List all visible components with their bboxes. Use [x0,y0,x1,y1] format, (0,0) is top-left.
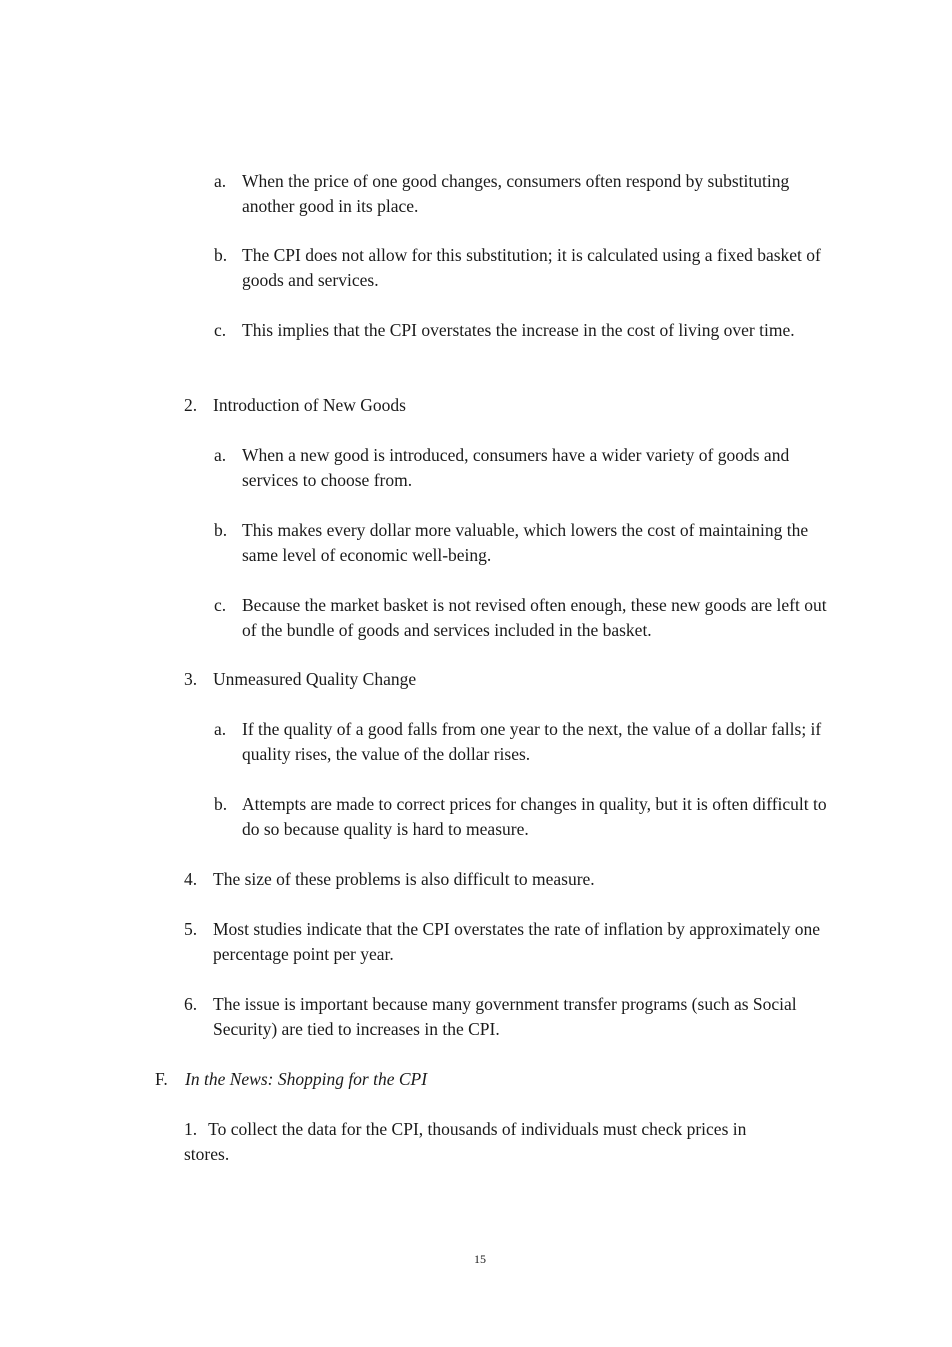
item-heading: Unmeasured Quality Change [213,669,417,689]
outline-item-2 [184,393,834,418]
item-marker: a. [214,171,227,191]
item-line [184,1117,824,1142]
outline-item-f1 [184,1117,824,1167]
item-text: If the quality of a good falls from one year to the next, the value of a dollar falls; if quality rises, the value of the dollar rises. [242,719,822,764]
item-marker: b. [214,245,228,265]
outline-item-quality-a [214,717,834,767]
section-marker: F. [155,1069,168,1089]
outline-item-4 [184,867,834,892]
item-text: When a new good is introduced, consumers have a wider variety of goods and services to choose from. [242,445,790,490]
item-text: To collect the data for the CPI, thousands of individuals must check prices in [208,1119,747,1139]
outline-item-new-goods-c [214,593,834,643]
item-marker: 2. [184,395,198,415]
outline-section-f [155,1067,835,1092]
section-heading: In the News: Shopping for the CPI [185,1069,428,1089]
outline-item-5 [184,917,834,967]
item-marker: b. [214,794,228,814]
outline-item-substitution-c [214,318,834,343]
item-marker: c. [214,320,227,340]
item-text: The CPI does not allow for this substitution; it is calculated using a fixed basket of goods and services. [242,245,821,290]
item-marker: 4. [184,869,198,889]
item-marker: a. [214,719,227,739]
item-heading: Introduction of New Goods [213,395,406,415]
item-marker: 1. [184,1119,198,1139]
item-marker: 5. [184,919,198,939]
outline-item-substitution-b [214,243,834,293]
outline-item-new-goods-a [214,443,834,493]
item-text: Because the market basket is not revised often enough, these new goods are left out of the bundle of goods and services included in the basket. [242,595,827,640]
item-text: Attempts are made to correct prices for changes in quality, but it is often difficult to do so because quality is hard to measure. [242,794,827,839]
item-text: This implies that the CPI overstates the increase in the cost of living over time. [242,320,795,340]
item-marker: c. [214,595,227,615]
outline-item-quality-b [214,792,834,842]
item-text: This makes every dollar more valuable, which lowers the cost of maintaining the same level of economic well-being. [242,520,809,565]
item-marker: b. [214,520,228,540]
item-text: When the price of one good changes, consumers often respond by substituting another good in its place. [242,171,790,216]
item-text: Most studies indicate that the CPI overstates the rate of inflation by approximately one percentage point per year. [213,919,821,964]
outline-item-new-goods-b [214,518,834,568]
item-marker: 6. [184,994,198,1014]
item-text: The size of these problems is also difficult to measure. [213,869,595,889]
outline-item-substitution-a [214,169,834,219]
item-line-continued: stores. [184,1144,230,1164]
item-marker: a. [214,445,227,465]
page-number: 15 [474,1252,486,1266]
item-marker: 3. [184,669,198,689]
item-text: The issue is important because many government transfer programs (such as Social Security) are tied to increases in the CPI. [213,994,797,1039]
outline-item-6 [184,992,834,1042]
outline-item-3 [184,667,834,692]
